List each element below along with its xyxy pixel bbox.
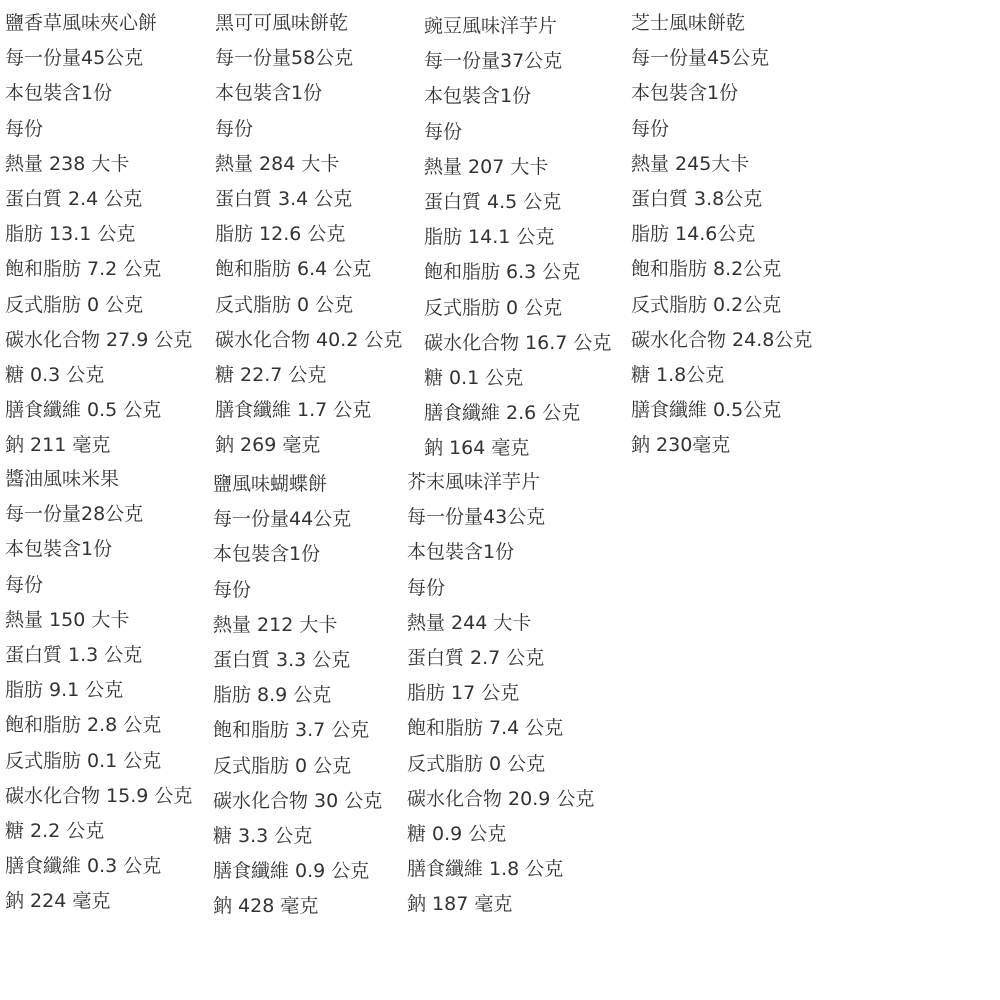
sodium: 鈉 211 毫克 bbox=[5, 434, 111, 457]
saturated-fat: 飽和脂肪 6.4 公克 bbox=[215, 258, 372, 281]
servings-per-package: 本包裝含1份 bbox=[213, 543, 321, 566]
nutrition-block-wasabi-potato-chips bbox=[407, 465, 594, 922]
sugar: 糖 0.1 公克 bbox=[424, 366, 524, 389]
trans-fat: 反式脂肪 0 公克 bbox=[407, 752, 546, 775]
carbohydrates: 碳水化合物 30 公克 bbox=[213, 789, 383, 812]
servings-per-package: 本包裝含1份 bbox=[407, 541, 515, 564]
serving-size: 每一份量45公克 bbox=[631, 47, 770, 70]
sugar: 糖 22.7 公克 bbox=[215, 363, 327, 386]
fat: 脂肪 9.1 公克 bbox=[5, 679, 124, 702]
protein: 蛋白質 4.5 公克 bbox=[424, 190, 562, 213]
sodium: 鈉 230毫克 bbox=[631, 434, 731, 457]
product-name: 芥末風味洋芋片 bbox=[407, 471, 541, 493]
dietary-fiber: 膳食纖維 2.6 公克 bbox=[424, 402, 581, 425]
saturated-fat: 飽和脂肪 8.2公克 bbox=[631, 258, 782, 281]
protein: 蛋白質 3.4 公克 bbox=[215, 187, 353, 210]
trans-fat: 反式脂肪 0 公克 bbox=[215, 293, 354, 316]
dietary-fiber: 膳食纖維 1.7 公克 bbox=[215, 399, 372, 422]
per-serving-label: 每份 bbox=[424, 120, 463, 143]
fat: 脂肪 14.6公克 bbox=[631, 223, 756, 246]
servings-per-package: 本包裝含1份 bbox=[5, 82, 113, 105]
sodium: 鈉 269 毫克 bbox=[215, 434, 321, 457]
per-serving-label: 每份 bbox=[215, 117, 254, 140]
saturated-fat: 飽和脂肪 3.7 公克 bbox=[213, 719, 370, 742]
per-serving-label: 每份 bbox=[407, 576, 446, 599]
carbohydrates: 碳水化合物 24.8公克 bbox=[631, 328, 813, 351]
trans-fat: 反式脂肪 0.2公克 bbox=[631, 293, 782, 316]
trans-fat: 反式脂肪 0 公克 bbox=[5, 293, 144, 316]
per-serving-label: 每份 bbox=[213, 578, 252, 601]
carbohydrates: 碳水化合物 20.9 公克 bbox=[407, 787, 595, 810]
sugar: 糖 0.3 公克 bbox=[5, 363, 105, 386]
servings-per-package: 本包裝含1份 bbox=[424, 85, 532, 108]
protein: 蛋白質 2.7 公克 bbox=[407, 646, 545, 669]
nutrition-block-salted-pretzel bbox=[213, 467, 382, 924]
carbohydrates: 碳水化合物 16.7 公克 bbox=[424, 331, 612, 354]
product-name: 鹽香草風味夾心餅 bbox=[5, 12, 158, 34]
nutrition-block-dark-cocoa-biscuit bbox=[215, 6, 402, 463]
nutrition-block-pea-potato-chips bbox=[424, 9, 611, 466]
protein: 蛋白質 1.3 公克 bbox=[5, 643, 143, 666]
sugar: 糖 0.9 公克 bbox=[407, 822, 507, 845]
protein: 蛋白質 2.4 公克 bbox=[5, 187, 143, 210]
calories: 熱量 212 大卡 bbox=[213, 613, 338, 636]
protein: 蛋白質 3.3 公克 bbox=[213, 648, 351, 671]
protein: 蛋白質 3.8公克 bbox=[631, 187, 763, 210]
saturated-fat: 飽和脂肪 7.4 公克 bbox=[407, 717, 564, 740]
sodium: 鈉 164 毫克 bbox=[424, 437, 530, 460]
calories: 熱量 284 大卡 bbox=[215, 152, 340, 175]
sodium: 鈉 428 毫克 bbox=[213, 895, 319, 918]
nutrition-block-salted-vanilla-sandwich-cookie bbox=[5, 6, 192, 463]
serving-size: 每一份量37公克 bbox=[424, 50, 563, 73]
per-serving-label: 每份 bbox=[5, 573, 44, 596]
trans-fat: 反式脂肪 0 公克 bbox=[424, 296, 563, 319]
fat: 脂肪 12.6 公克 bbox=[215, 223, 346, 246]
sugar: 糖 3.3 公克 bbox=[213, 824, 313, 847]
sugar: 糖 1.8公克 bbox=[631, 363, 725, 386]
per-serving-label: 每份 bbox=[631, 117, 670, 140]
calories: 熱量 244 大卡 bbox=[407, 611, 532, 634]
saturated-fat: 飽和脂肪 6.3 公克 bbox=[424, 261, 581, 284]
product-name: 鹽風味蝴蝶餅 bbox=[213, 473, 328, 495]
fat: 脂肪 17 公克 bbox=[407, 682, 520, 705]
serving-size: 每一份量44公克 bbox=[213, 508, 352, 531]
sodium: 鈉 187 毫克 bbox=[407, 893, 513, 916]
saturated-fat: 飽和脂肪 2.8 公克 bbox=[5, 714, 162, 737]
nutrition-block-soy-sauce-rice-cracker bbox=[5, 462, 192, 919]
trans-fat: 反式脂肪 0 公克 bbox=[213, 754, 352, 777]
sodium: 鈉 224 毫克 bbox=[5, 890, 111, 913]
serving-size: 每一份量43公克 bbox=[407, 506, 546, 529]
serving-size: 每一份量28公克 bbox=[5, 503, 144, 526]
fat: 脂肪 8.9 公克 bbox=[213, 684, 332, 707]
per-serving-label: 每份 bbox=[5, 117, 44, 140]
dietary-fiber: 膳食纖維 0.5公克 bbox=[631, 399, 782, 422]
calories: 熱量 150 大卡 bbox=[5, 608, 130, 631]
fat: 脂肪 14.1 公克 bbox=[424, 226, 555, 249]
servings-per-package: 本包裝含1份 bbox=[631, 82, 739, 105]
dietary-fiber: 膳食纖維 0.3 公克 bbox=[5, 855, 162, 878]
carbohydrates: 碳水化合物 40.2 公克 bbox=[215, 328, 403, 351]
sugar: 糖 2.2 公克 bbox=[5, 819, 105, 842]
product-name: 黑可可風味餅乾 bbox=[215, 12, 349, 34]
dietary-fiber: 膳食纖維 0.9 公克 bbox=[213, 860, 370, 883]
carbohydrates: 碳水化合物 15.9 公克 bbox=[5, 784, 193, 807]
calories: 熱量 238 大卡 bbox=[5, 152, 130, 175]
saturated-fat: 飽和脂肪 7.2 公克 bbox=[5, 258, 162, 281]
product-name: 芝士風味餅乾 bbox=[631, 12, 746, 34]
nutrition-block-cheese-biscuit bbox=[631, 6, 812, 463]
calories: 熱量 207 大卡 bbox=[424, 155, 549, 178]
serving-size: 每一份量58公克 bbox=[215, 47, 354, 70]
calories: 熱量 245大卡 bbox=[631, 152, 750, 175]
serving-size: 每一份量45公克 bbox=[5, 47, 144, 70]
carbohydrates: 碳水化合物 27.9 公克 bbox=[5, 328, 193, 351]
dietary-fiber: 膳食纖維 0.5 公克 bbox=[5, 399, 162, 422]
product-name: 醬油風味米果 bbox=[5, 468, 120, 490]
servings-per-package: 本包裝含1份 bbox=[215, 82, 323, 105]
servings-per-package: 本包裝含1份 bbox=[5, 538, 113, 561]
dietary-fiber: 膳食纖維 1.8 公克 bbox=[407, 858, 564, 881]
fat: 脂肪 13.1 公克 bbox=[5, 223, 136, 246]
product-name: 豌豆風味洋芋片 bbox=[424, 15, 558, 37]
trans-fat: 反式脂肪 0.1 公克 bbox=[5, 749, 162, 772]
